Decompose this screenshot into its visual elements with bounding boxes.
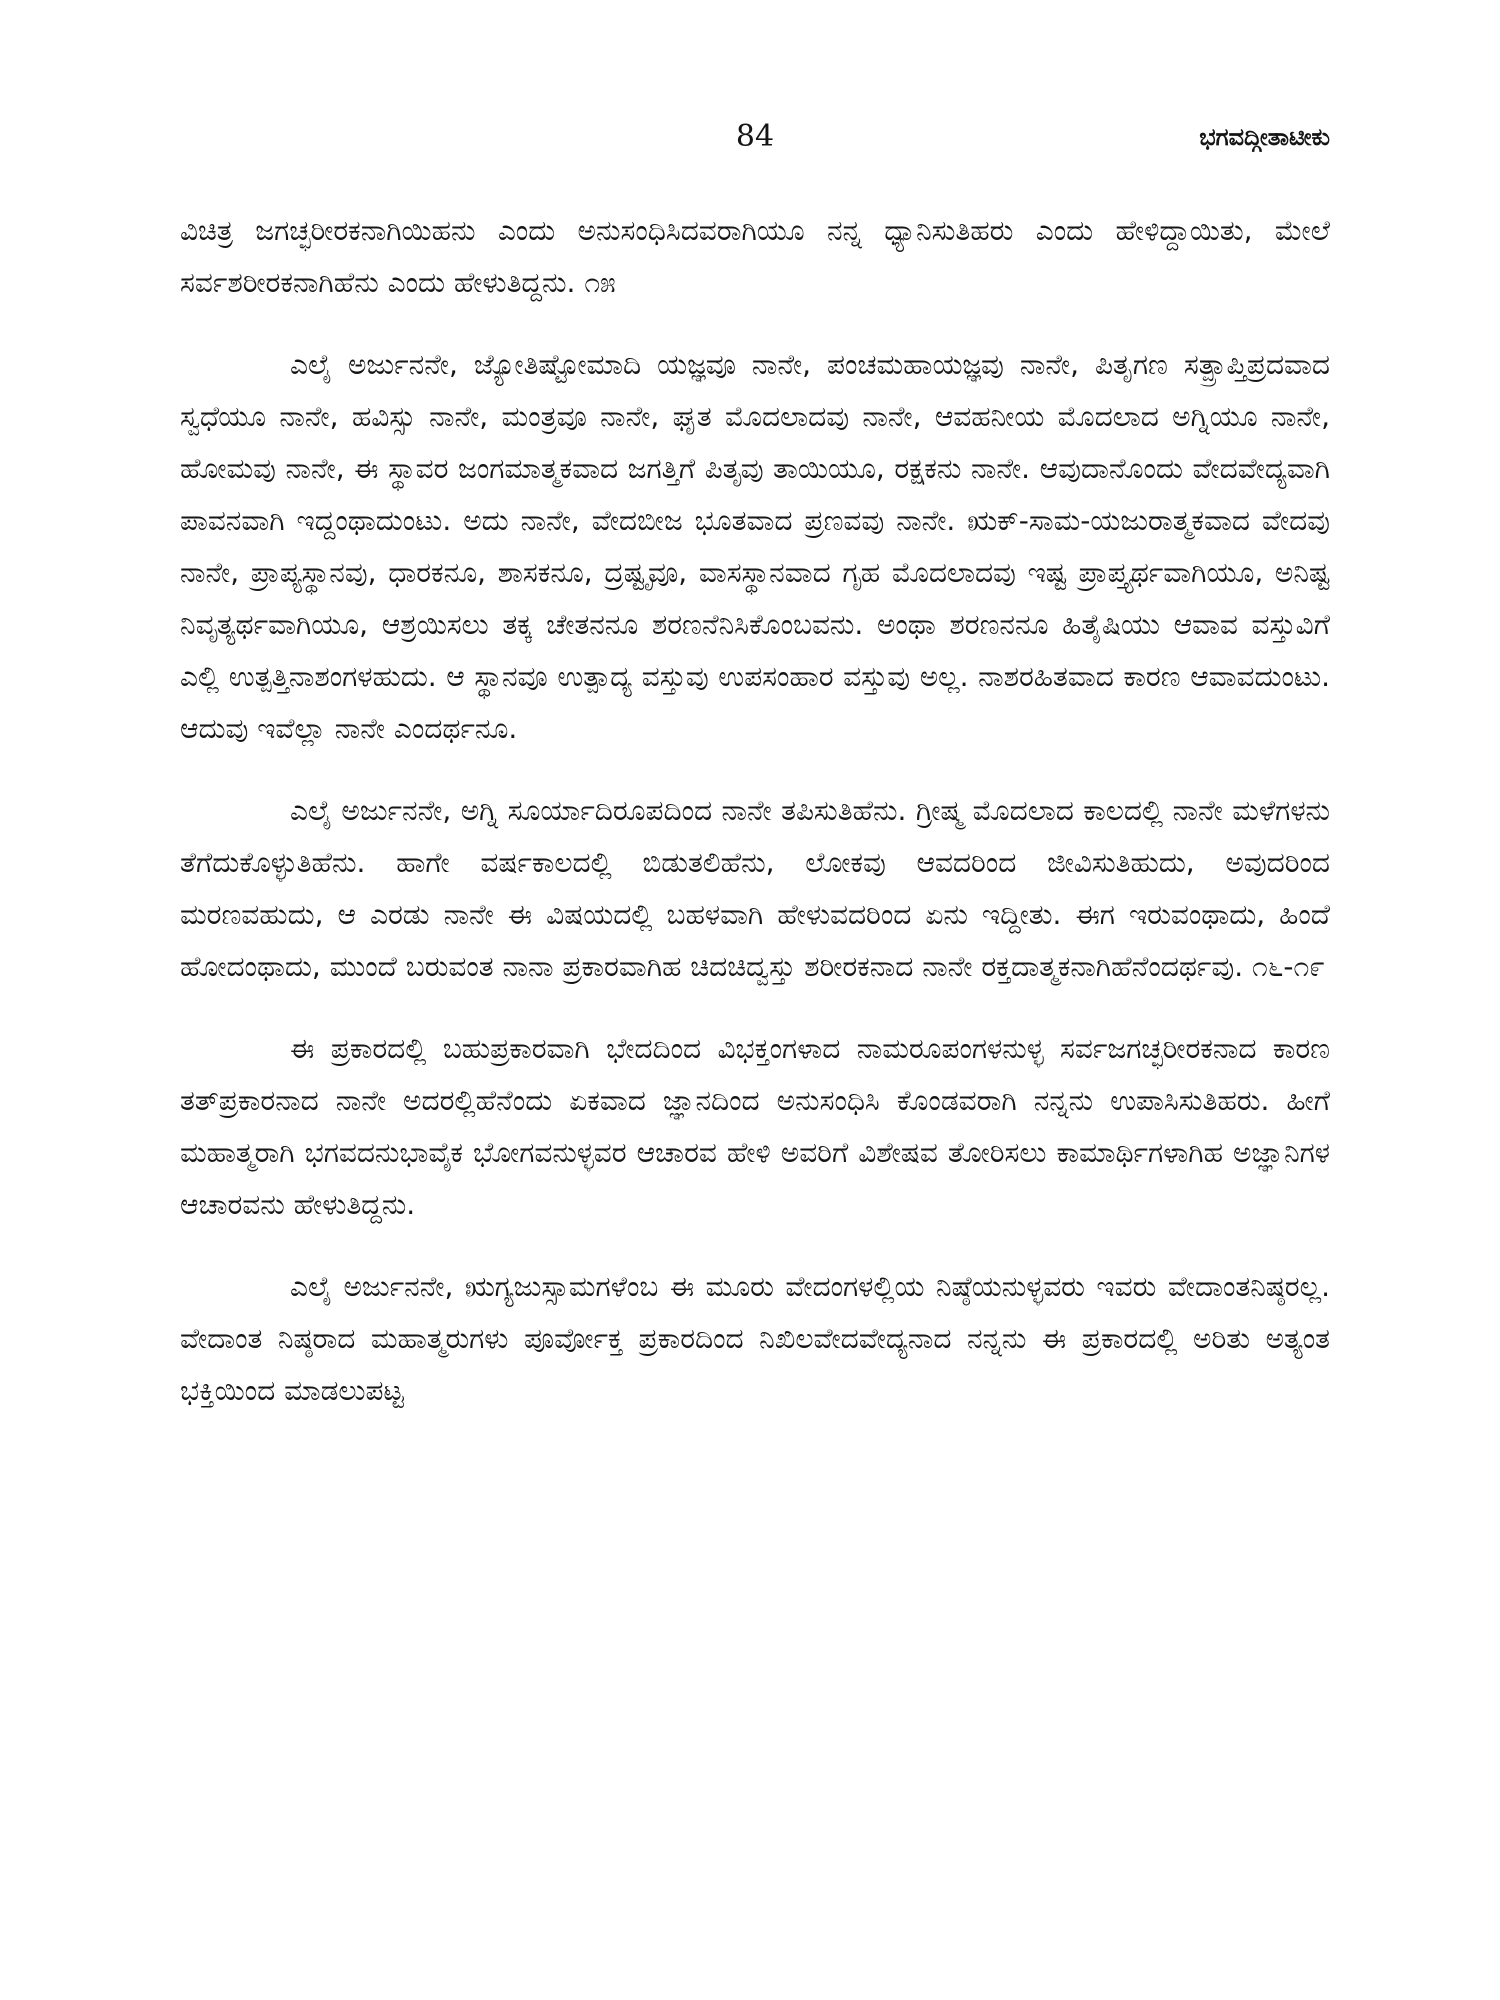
paragraph-3: ಎಲೈ ಅರ್ಜುನನೇ, ಅಗ್ನಿ ಸೂರ್ಯಾದಿರೂಪದಿಂದ ನಾನೇ ತಪಿಸುತಿಹೆನು. ಗ್ರೀಷ್ಮ ಮೊದಲಾದ ಕಾಲದಲ್ಲಿ ನಾನೇ ಮಳೆಗಳನು ತೆಗೆದುಕೊಳ್ಳುತಿಹೆನು. ಹಾಗೇ ವರ್ಷಕಾಲದಲ್ಲಿ ಬಿಡುತಲಿಹೆನು, ಲೋಕವು ಆವದರಿಂದ ಜೀವಿಸುತಿಹುದು, ಅವುದರಿಂದ ಮರಣವಹುದು, ಆ ಎರಡು ನಾನೇ ಈ ವಿಷಯದಲ್ಲಿ ಬಹಳವಾಗಿ ಹೇಳುವದರಿಂದ ಏನು ಇದ್ದೀತು. ಈಗ ಇರುವಂಥಾದು, ಹಿಂದೆ ಹೋದಂಥಾದು, ಮುಂದೆ ಬರುವಂತ ನಾನಾ ಪ್ರಕಾರವಾಗಿಹ ಚಿದಚಿದ್ವಸ್ತು ಶರೀರಕನಾದ ನಾನೇ ರಕ್ತದಾತ್ಮಕನಾಗಿಹೆನೆಂದರ್ಥವು. ೧೬-೧೯ — [180, 794, 1330, 983]
paragraph-1: ವಿಚಿತ್ರ ಜಗಚ್ಛರೀರಕನಾಗಿಯಿಹನು ಎಂದು ಅನುಸಂಧಿಸಿದವರಾಗಿಯೂ ನನ್ನ ಧ್ಯಾನಿಸುತಿಹರು ಎಂದು ಹೇಳಿದ್ದಾಯಿತು, ಮೇಲೆ ಸರ್ವಶರೀರಕನಾಗಿಹೆನು ಎಂದು ಹೇಳುತಿದ್ದನು. ೧೫ — [180, 214, 1330, 299]
page-header — [180, 112, 1330, 162]
paragraph-2: ಎಲೈ ಅರ್ಜುನನೇ, ಜ್ಯೋತಿಷ್ಟೋಮಾದಿ ಯಜ್ಞವೂ ನಾನೇ, ಪಂಚಮಹಾಯಜ್ಞವು ನಾನೇ, ಪಿತೃಗಣ ಸತ್ಪ್ರಾಪ್ತಿಪ್ರದವಾದ ಸ್ವಧೆಯೂ ನಾನೇ, ಹವಿಸ್ಸು ನಾನೇ, ಮಂತ್ರವೂ ನಾನೇ, ಘೃತ ಮೊದಲಾದವು ನಾನೇ, ಆವಹನೀಯ ಮೊದಲಾದ ಅಗ್ನಿಯೂ ನಾನೇ, ಹೋಮವು ನಾನೇ, ಈ ಸ್ಥಾವರ ಜಂಗಮಾತ್ಮಕವಾದ ಜಗತ್ತಿಗೆ ಪಿತೃವು ತಾಯಿಯೂ, ರಕ್ಷಕನು ನಾನೇ. ಆವುದಾನೊಂದು ವೇದವೇದ್ಯವಾಗಿ ಪಾವನವಾಗಿ ಇದ್ದಂಥಾದುಂಟು. ಅದು ನಾನೇ, ವೇದಬೀಜ ಭೂತವಾದ ಪ್ರಣವವು ನಾನೇ. ಋಕ್-ಸಾಮ-ಯಜುರಾತ್ಮಕವಾದ ವೇದವು ನಾನೇ, ಪ್ರಾಪ್ಯಸ್ಥಾನವು, ಧಾರಕನೂ, ಶಾಸಕನೂ, ದ್ರಷ್ಟೃವೂ, ವಾಸಸ್ಥಾನವಾದ ಗೃಹ ಮೊದಲಾದವು ಇಷ್ಟ ಪ್ರಾಪ್ತ್ಯರ್ಥವಾಗಿಯೂ, ಅನಿಷ್ಟ ನಿವೃತ್ಯರ್ಥವಾಗಿಯೂ, ಆಶ್ರಯಿಸಲು ತಕ್ಕ ಚೇತನನೂ ಶರಣನೆನಿಸಿಕೊಂಬವನು. ಅಂಥಾ ಶರಣನನೂ ಹಿತೈಷಿಯು ಆವಾವ ವಸ್ತುವಿಗೆ ಎಲ್ಲಿ ಉತ್ಪತ್ತಿನಾಶಂಗಳಹುದು. ಆ ಸ್ಥಾನವೂ ಉತ್ಪಾದ್ಯ ವಸ್ತುವು ಉಪಸಂಹಾರ ವಸ್ತುವು ಅಲ್ಲ. ನಾಶರಹಿತವಾದ ಕಾರಣ ಆವಾವದುಂಟು. ಆದುವು ಇವೆಲ್ಲಾ ನಾನೇ ಎಂದರ್ಥನೂ. — [180, 348, 1330, 745]
paragraph-4: ಈ ಪ್ರಕಾರದಲ್ಲಿ ಬಹುಪ್ರಕಾರವಾಗಿ ಭೇದದಿಂದ ವಿಭಕ್ತಂಗಳಾದ ನಾಮರೂಪಂಗಳನುಳ್ಳ ಸರ್ವಜಗಚ್ಛರೀರಕನಾದ ಕಾರಣ ತತ್‌ಪ್ರಕಾರನಾದ ನಾನೇ ಅದರಲ್ಲಿಹೆನೆಂದು ಏಕವಾದ ಜ್ಞಾನದಿಂದ ಅನುಸಂಧಿಸಿ ಕೊಂಡವರಾಗಿ ನನ್ನನು ಉಪಾಸಿಸುತಿಹರು. ಹೀಗೆ ಮಹಾತ್ಮರಾಗಿ ಭಗವದನುಭಾವೈಕ ಭೋಗವನುಳ್ಳವರ ಆಚಾರವ ಹೇಳಿ ಅವರಿಗೆ ವಿಶೇಷವ ತೋರಿಸಲು ಕಾಮಾರ್ಥಿಗಳಾಗಿಹ ಅಜ್ಞಾನಿಗಳ ಆಚಾರವನು ಹೇಳುತಿದ್ದನು. — [180, 1032, 1330, 1221]
running-title: ಭಗವದ್ಗೀತಾಟೀಕು — [1199, 123, 1330, 151]
page-number: 84 — [735, 119, 775, 154]
paragraph-5: ಎಲೈ ಅರ್ಜುನನೇ, ಋಗ್ಯಜುಸ್ಸಾಮಗಳೆಂಬ ಈ ಮೂರು ವೇದಂಗಳಲ್ಲಿಯ ನಿಷ್ಠೆಯನುಳ್ಳವರು ಇವರು ವೇದಾಂತನಿಷ್ಠರಲ್ಲ. ವೇದಾಂತ ನಿಷ್ಠರಾದ ಮಹಾತ್ಮರುಗಳು ಪೂರ್ವೋಕ್ತ ಪ್ರಕಾರದಿಂದ ನಿಖಿಲವೇದವೇದ್ಯನಾದ ನನ್ನನು ಈ ಪ್ರಕಾರದಲ್ಲಿ ಅರಿತು ಅತ್ಯಂತ ಭಕ್ತಿಯಿಂದ ಮಾಡಲುಪಟ್ಟ — [180, 1270, 1330, 1407]
body-text — [180, 205, 1330, 1447]
